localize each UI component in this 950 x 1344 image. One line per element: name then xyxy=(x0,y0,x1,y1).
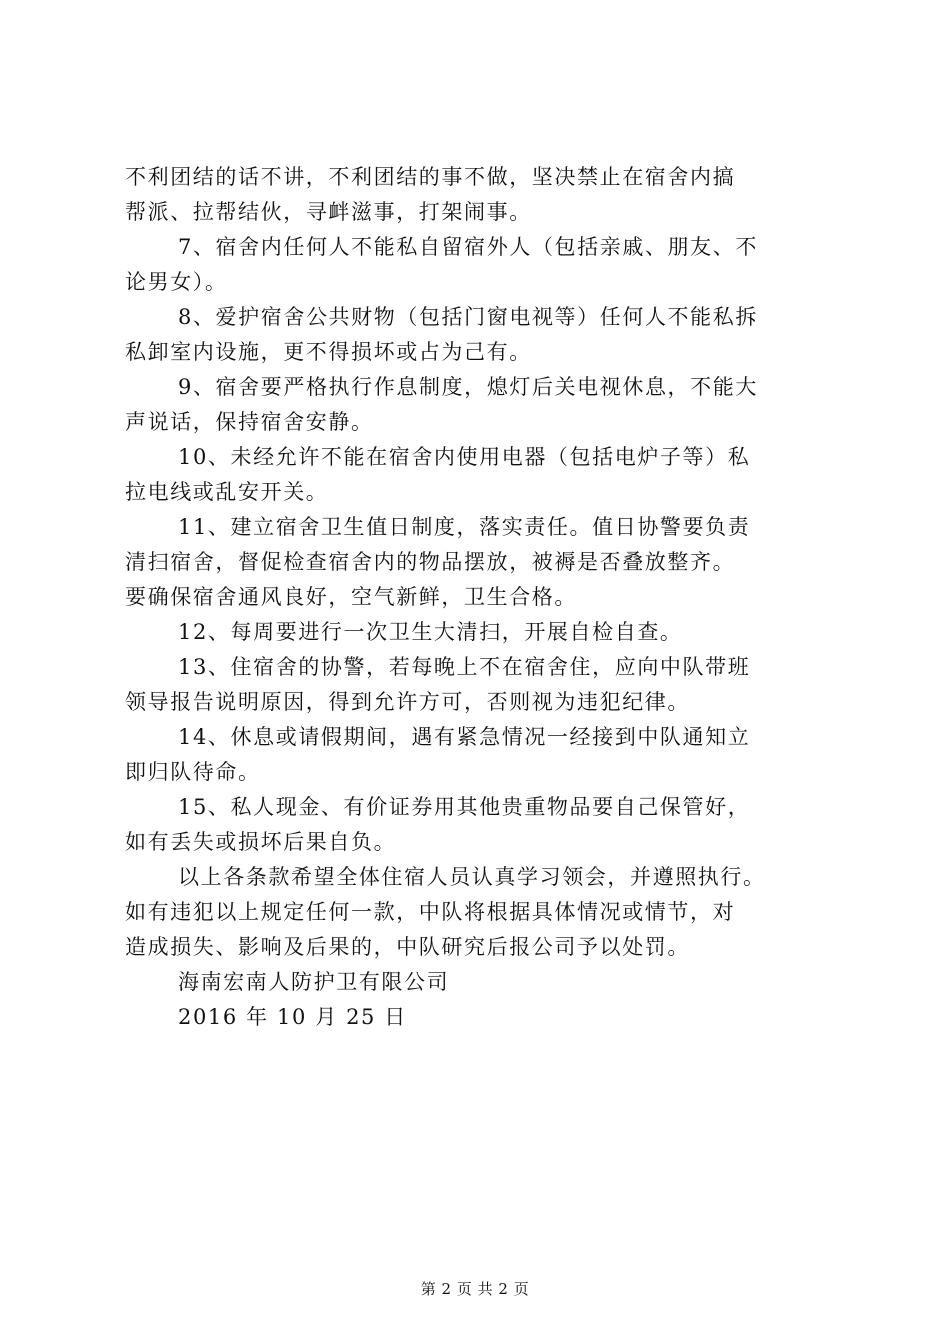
text-line: 10、未经允许不能在宿舍内使用电器（包括电炉子等）私 xyxy=(178,445,751,469)
text-line: 造成损失、影响及后果的，中队研究后报公司予以处罚。 xyxy=(125,935,690,959)
text-line: 12、每周要进行一次卫生大清扫，开展自检自查。 xyxy=(178,620,683,644)
text-line: 清扫宿舍，督促检查宿舍内的物品摆放，被褥是否叠放整齐。 xyxy=(125,550,736,574)
text-line: 帮派、拉帮结伙，寻衅滋事，打架闹事。 xyxy=(125,200,532,224)
text-line: 私卸室内设施，更不得损坏或占为己有。 xyxy=(125,340,532,364)
page-number: 第 2 页 共 2 页 xyxy=(420,1280,530,1298)
text-line: 14、休息或请假期间，遇有紧急情况一经接到中队通知立 xyxy=(178,725,751,749)
company-name: 海南宏南人防护卫有限公司 xyxy=(178,970,450,994)
text-line: 领导报告说明原因，得到允许方可，否则视为违犯纪律。 xyxy=(125,690,690,714)
text-line: 以上各条款希望全体住宿人员认真学习领会，并遵照执行。 xyxy=(178,865,766,889)
text-line: 8、爱护宿舍公共财物（包括门窗电视等）任何人不能私拆 xyxy=(178,305,758,329)
text-line: 7、宿舍内任何人不能私自留宿外人（包括亲戚、朋友、不 xyxy=(178,235,758,259)
text-line: 声说话，保持宿舍安静。 xyxy=(125,410,374,434)
document-body xyxy=(125,160,840,1035)
text-line: 9、宿舍要严格执行作息制度，熄灯后关电视休息，不能大 xyxy=(178,375,758,399)
text-line: 不利团结的话不讲，不利团结的事不做，坚决禁止在宿舍内搞 xyxy=(125,165,736,189)
text-line: 即归队待命。 xyxy=(125,760,261,784)
text-line: 如有违犯以上规定任何一款，中队将根据具体情况或情节，对 xyxy=(125,900,736,924)
text-line: 拉电线或乱安开关。 xyxy=(125,480,329,504)
text-line: 论男女）。 xyxy=(125,270,228,294)
text-line: 如有丢失或损坏后果自负。 xyxy=(125,830,397,854)
text-line: 要确保宿舍通风良好，空气新鲜，卫生合格。 xyxy=(125,585,577,609)
text-line: 11、建立宿舍卫生值日制度，落实责任。值日协警要负责 xyxy=(178,515,751,539)
document-date: 2016 年 10 月 25 日 xyxy=(178,1005,407,1029)
text-line: 13、住宿舍的协警，若每晚上不在宿舍住，应向中队带班 xyxy=(178,655,751,679)
text-line: 15、私人现金、有价证券用其他贵重物品要自己保管好， xyxy=(178,795,751,819)
